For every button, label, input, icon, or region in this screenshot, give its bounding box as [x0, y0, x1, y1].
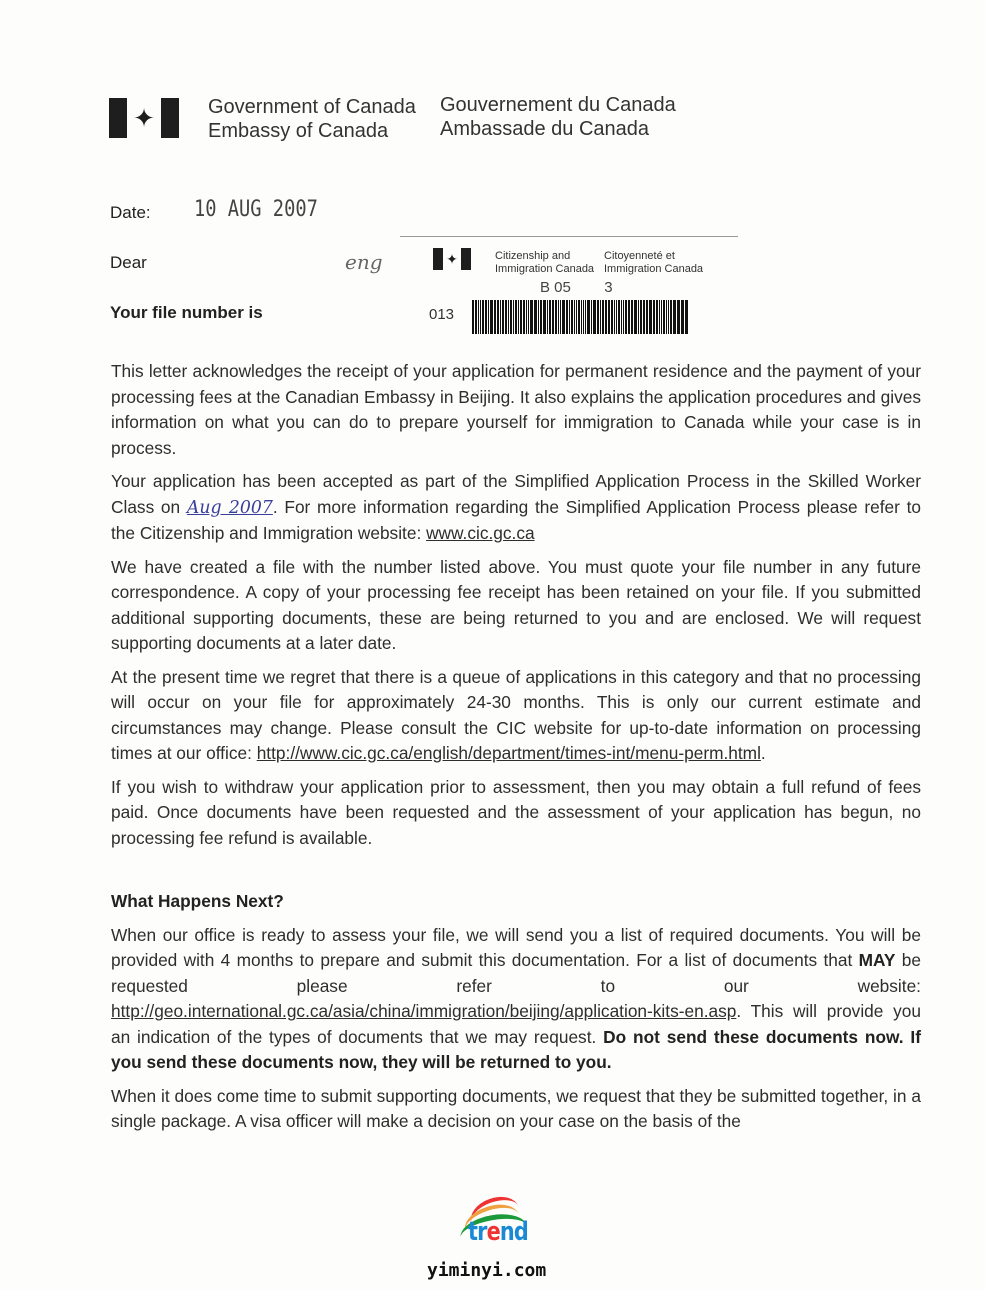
barcode-bar [569, 300, 570, 334]
barcode-bar [653, 300, 655, 334]
paragraph-submission: When it does come time to submit supporting documents, we request that they be submitted together, in a single package. A visa officer will make a decision on your case on the basis of the [111, 1085, 921, 1131]
barcode-bar [677, 300, 680, 334]
barcode-bar [528, 300, 529, 334]
barcode-bar [523, 300, 525, 334]
processing-times-link[interactable]: http://www.cic.gc.ca/english/department/times-int/menu-perm.html [256, 743, 761, 763]
canada-flag-logo [109, 98, 179, 138]
barcode-bar [576, 300, 577, 334]
barcode-bar [530, 300, 533, 334]
paragraph-processing-time [111, 665, 921, 767]
barcode-bar [480, 300, 481, 334]
embassy-fr: Ambassade du Canada [440, 118, 650, 140]
barcode-bar [608, 300, 610, 334]
paragraph-acknowledgement: This letter acknowledges the receipt of your application for permanent residence and the payment of your processing fees at the Canadian Embassy in Beijing. It also explains the application procedures and gives information on what you can do to prepare yourself for immigration to Canada while your case is in process. [111, 361, 921, 458]
barcode-bar [510, 300, 512, 334]
barcode-bar [508, 300, 509, 334]
text: be requested please refer to our website: [111, 950, 921, 996]
barcode-bar [585, 300, 586, 334]
barcode-bar [538, 300, 539, 334]
barcode-bar [597, 300, 599, 334]
barcode-bar [578, 300, 580, 334]
barcode-bar [638, 300, 639, 334]
barcode-bar [505, 300, 507, 334]
barcode-bar [625, 300, 627, 334]
barcode-bar [623, 300, 624, 334]
barcode-bar [552, 300, 554, 334]
barcode-bar [478, 300, 479, 334]
barcode-bar [558, 300, 559, 334]
barcode-bar [475, 300, 477, 334]
barcode-bar [571, 300, 573, 334]
cic-en: Citizenship and Immigration Canada [495, 250, 595, 275]
dear-name: eng [345, 250, 383, 274]
barcode-bar [555, 300, 557, 334]
maple-leaf-icon: ✦ [133, 102, 155, 133]
date-label: Date: [110, 203, 151, 222]
barcode-bar [631, 300, 633, 334]
barcode-bar [646, 300, 648, 334]
text: . This will provide you an indication of the types of documents that we may request. [111, 1001, 921, 1047]
barcode-bar [500, 300, 501, 334]
file-number-label: Your file number is [110, 303, 263, 322]
barcode-bar [649, 300, 652, 334]
maple-leaf-icon: ✦ [446, 250, 458, 267]
barcode-bar [602, 300, 604, 334]
application-kits-link[interactable]: http://geo.international.gc.ca/asia/china/immigration/beijing/application-kits-en.asp [111, 1001, 737, 1021]
barcode-bar [540, 300, 542, 334]
barcode-bar [605, 300, 607, 334]
watermark-logo-letter: e [486, 1217, 500, 1247]
embassy-en: Embassy of Canada [208, 120, 389, 142]
barcode-bar [628, 300, 630, 334]
barcode-bar [663, 300, 665, 334]
dear-label: Dear [110, 253, 147, 272]
file-prefix: 013 [429, 306, 455, 323]
barcode-bar [547, 300, 548, 334]
barcode-bar [488, 300, 489, 334]
barcode-bar [685, 300, 688, 334]
barcode-bar [526, 300, 527, 334]
barcode-bar [518, 300, 519, 334]
header-french [440, 93, 676, 141]
barcode-bar [566, 300, 568, 334]
barcode-bar [549, 300, 551, 334]
barcode-bar [497, 300, 499, 334]
barcode-bar [494, 300, 496, 334]
trend-watermark-logo [460, 1198, 540, 1248]
barcode-bar [583, 300, 584, 334]
barcode-bar [591, 300, 592, 334]
cic-flag-logo [433, 248, 471, 270]
date-stamp: 10 AUG 2007 [194, 197, 318, 222]
barcode-bar [670, 300, 672, 334]
barcode-bar [515, 300, 517, 334]
barcode-bar [611, 300, 613, 334]
watermark-logo-text: trend [468, 1217, 529, 1247]
barcode-bar [472, 300, 474, 334]
header-english [208, 95, 416, 143]
handwritten-date: Aug 2007 [186, 497, 273, 518]
barcode-bar [659, 300, 660, 334]
gov-en: Government of Canada [208, 96, 416, 118]
text: Your application has been accepted as part of the Simplified Application Process in the Skilled Worker Class on [111, 471, 921, 517]
barcode-bar [574, 300, 575, 334]
text: When our office is ready to assess your file, we will send you a list of required documents. You will be provided with 4 months to prepare and submit this documentation. For a list of documents that [111, 924, 921, 970]
cic-website-link[interactable]: www.cic.gc.ca [426, 523, 535, 543]
barcode-bar [621, 300, 622, 334]
text: At the present time we regret that there is a queue of applications in this category and that no processing will occur on your file for approximately 24-30 months. This is only our current estimate and circumstances may change. Please consult the CIC website for up-to-date information on processing times at our office: [111, 666, 921, 763]
gov-fr: Gouvernement du Canada [440, 94, 676, 116]
barcode-bar [634, 300, 637, 334]
barcode-bar [581, 300, 582, 334]
paragraph-next-steps [111, 923, 921, 1076]
barcode-bar [666, 300, 667, 334]
barcode-bar [543, 300, 546, 334]
cic-fr: Citoyenneté et Immigration Canada [604, 250, 704, 275]
barcode-bar [640, 300, 642, 334]
barcode-bar [520, 300, 522, 334]
barcode-bar [562, 300, 565, 334]
paragraph-file-created: We have created a file with the number listed above. You must quote your file number in any future correspondence. A copy of your processing fee receipt has been retained on your file. If you submitted additional supporting documents, these are being returned to you and are enclosed. We will request supporting documents at a later date. [111, 556, 921, 653]
barcode-bar [485, 300, 487, 334]
barcode-bar [614, 300, 615, 334]
barcode-bar [616, 300, 617, 334]
barcode-bar [502, 300, 504, 334]
barcode-bar [513, 300, 514, 334]
barcode-bar [560, 300, 561, 334]
barcode-bar [534, 300, 537, 334]
barcode-bar [668, 300, 669, 334]
do-not-send-warning: Do not send these documents now. If you send these documents now, they will be returned to you. [111, 1026, 921, 1072]
watermark-site-text: yiminyi.com [427, 1260, 547, 1281]
letter-body [111, 359, 921, 1143]
barcode-bar [643, 300, 645, 334]
barcode [472, 300, 708, 334]
paragraph-withdraw: If you wish to withdraw your application prior to assessment, then you may obtain a full refund of fees paid. Once documents have been requested and the assessment of your application has begun, no processing fee refund is available. [111, 776, 921, 848]
barcode-bar [490, 300, 493, 334]
barcode-bar [482, 300, 484, 334]
text: . For more information regarding the Simplified Application Process please refer to the Citizenship and Immigration website: [111, 496, 921, 543]
barcode-bar [587, 300, 590, 334]
file-code: B 05 3 [540, 279, 613, 296]
may-emphasis: MAY [858, 950, 896, 970]
barcode-bar [673, 300, 676, 334]
sticker-divider [400, 236, 738, 237]
barcode-bar [618, 300, 620, 334]
barcode-bar [661, 300, 662, 334]
barcode-bar [656, 300, 658, 334]
paragraph-simplified-process [111, 469, 921, 547]
barcode-bar [600, 300, 601, 334]
heading-what-happens-next: What Happens Next? [111, 891, 284, 911]
text: . [760, 743, 766, 763]
barcode-bar [681, 300, 684, 334]
barcode-bar [593, 300, 596, 334]
